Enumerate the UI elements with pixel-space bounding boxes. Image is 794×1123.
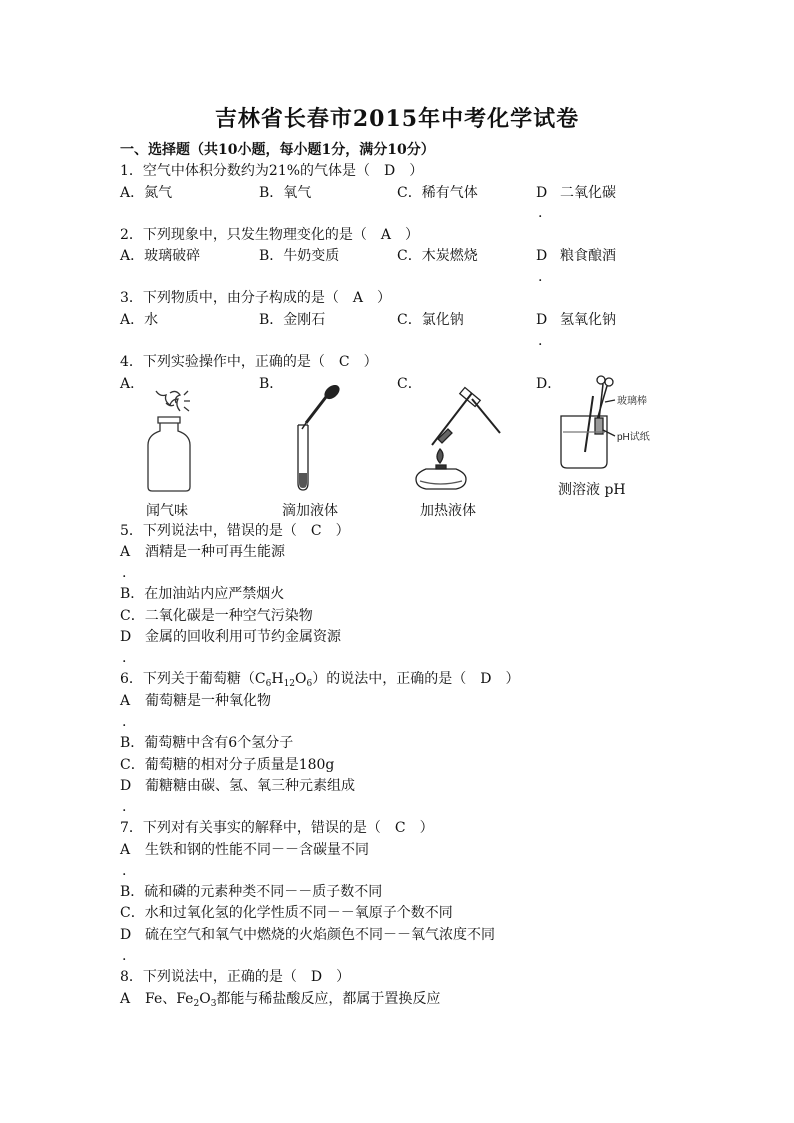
caption-ph: 测溶液 pH [558,482,626,498]
question-8-stem: 8．下列说法中，正确的是（ D ） [120,969,351,985]
section-heading: 一、选择题（共10小题，每小题1分，满分10分） [120,142,435,158]
question-2-option-d-letter: D [536,248,548,264]
wrap-dot: . [122,714,127,730]
wrap-dot: . [122,650,127,666]
question-2-stem: 2．下列现象中，只发生物理变化的是（ A ） [120,227,420,243]
caption-smell: 闻气味 [146,503,188,519]
question-2-option-a: A．玻璃破碎 [120,248,201,264]
wrap-dot: . [122,799,127,815]
question-6-option-d-letter: D [120,778,132,794]
caption-heating: 加热液体 [420,503,476,519]
question-1-option-a: A．氮气 [120,185,173,201]
question-1-option-b: B．氧气 [259,185,312,201]
question-7-option-b: B．硫和磷的元素种类不同－－质子数不同 [120,884,383,900]
wrap-dot: . [122,948,127,964]
question-5-option-b: B．在加油站内应严禁烟火 [120,586,285,602]
question-4-stem: 4．下列实验操作中，正确的是（ C ） [120,354,378,370]
question-5-option-c: C．二氧化碳是一种空气污染物 [120,608,313,624]
question-5-option-a: 酒精是一种可再生能源 [145,544,285,560]
question-6-stem: 6．下列关于葡萄糖$(C_6H_{12}O_6)$的说法中，正确的是（ D ） [120,671,520,689]
question-7-stem: 7．下列对有关事实的解释中，错误的是（ C ） [120,820,434,836]
question-5-option-a-letter: A [120,544,131,560]
wrap-dot: . [122,863,127,879]
question-1-option-d: 二氧化碳 [560,185,616,201]
question-7-option-d: 硫在空气和氧气中燃烧的火焰颜色不同－－氧气浓度不同 [145,927,495,943]
question-6-option-d: 葡糖糖由碳、氢、氧三种元素组成 [145,778,355,794]
question-4-option-b: B． [259,376,284,392]
question-2-option-b: B．牛奶变质 [259,248,340,264]
question-4-option-a: A． [120,376,145,392]
smell-jar-figure [140,385,200,495]
question-6-option-b: B．葡萄糖中含有6个氢分子 [120,735,294,751]
question-1-option-d-letter: D [536,185,548,201]
question-3-option-a: A．水 [120,312,159,328]
question-3-option-b: B．金刚石 [259,312,326,328]
question-5-option-d: 金属的回收利用可节约金属资源 [145,629,341,645]
question-4-option-d: D． [536,376,562,392]
question-7-option-d-letter: D [120,927,132,943]
wrap-dot: . [538,269,543,285]
question-8-option-a: Fe、$Fe_2O_3$都能与稀盐酸反应，都属于置换反应 [145,991,441,1009]
question-3-option-d: 氢氧化钠 [560,312,616,328]
question-6-option-a-letter: A [120,693,131,709]
question-5-option-d-letter: D [120,629,132,645]
question-2-option-c: C．木炭燃烧 [397,248,478,264]
wrap-dot: . [122,565,127,581]
question-7-option-a: 生铁和钢的性能不同－－含碳量不同 [145,842,369,858]
ph-test-figure [555,372,665,484]
question-7-option-c: C．水和过氧化氢的化学性质不同－－氧原子个数不同 [120,905,453,921]
question-1-stem: 1．空气中体积分数约为21%的气体是（ D ） [120,163,424,179]
question-7-option-a-letter: A [120,842,131,858]
question-3-stem: 3．下列物质中，由分子构成的是（ A ） [120,290,392,306]
glass-rod-label: 玻璃棒 [617,396,647,407]
heating-tube-figure [410,385,505,495]
question-6-option-c: C．葡萄糖的相对分子质量是180g [120,757,335,773]
question-5-stem: 5．下列说法中，错误的是（ C ） [120,523,350,539]
wrap-dot: . [538,333,543,349]
ph-paper-label: pH试纸 [617,432,650,443]
dropper-tube-figure [290,385,350,495]
question-1-option-c: C．稀有气体 [397,185,478,201]
question-6-option-a: 葡萄糖是一种氧化物 [145,693,271,709]
question-4-option-c: C． [397,376,422,392]
question-8-option-a-letter: A [120,991,131,1007]
wrap-dot: . [538,205,543,221]
question-3-option-d-letter: D [536,312,548,328]
question-3-option-c: C．氯化钠 [397,312,464,328]
caption-dropper: 滴加液体 [282,503,338,519]
question-2-option-d: 粮食酿酒 [560,248,616,264]
page-title: 吉林省长春市2015年中考化学试卷 [214,106,580,132]
